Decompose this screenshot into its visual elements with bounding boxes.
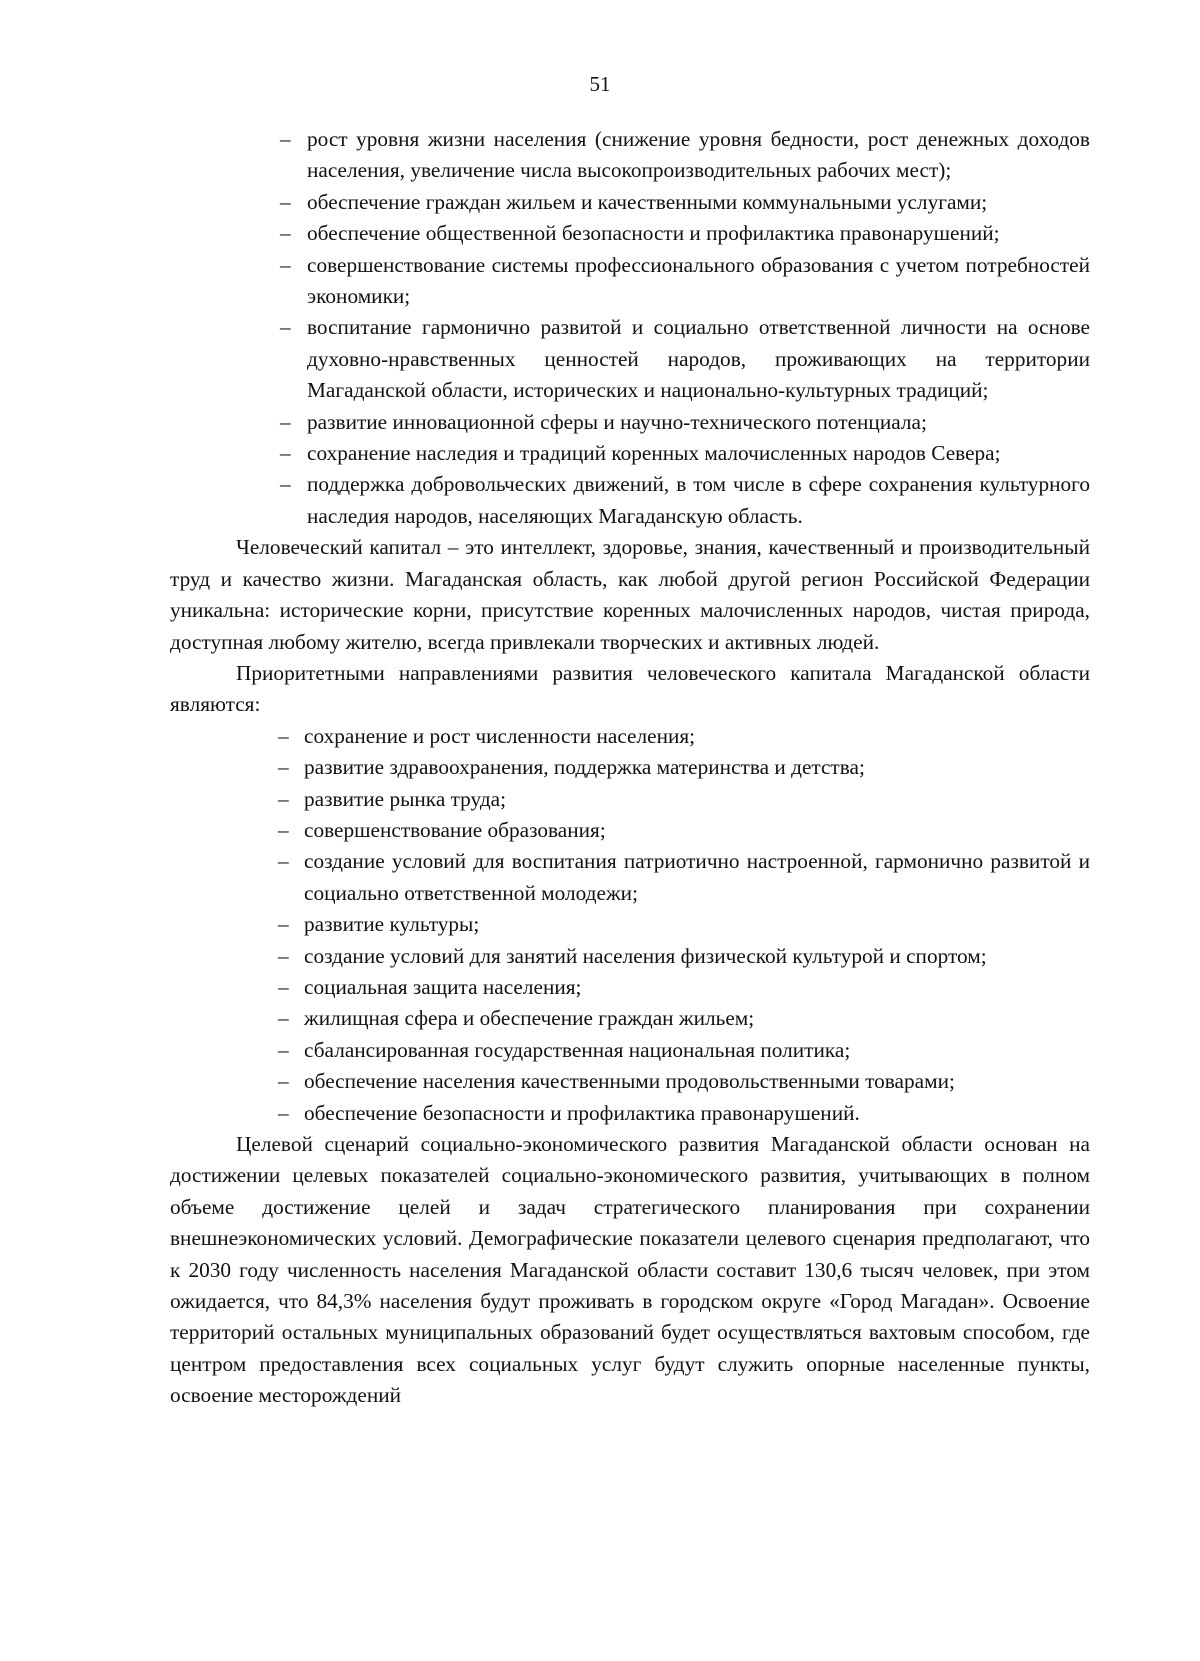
list-dash: – <box>280 189 291 214</box>
list-item-text: жилищная сфера и обеспечение граждан жильем; <box>304 1006 755 1031</box>
list-item-text: создание условий для воспитания патриотично настроенной, гармонично развитой и социально ответственной молодежи; <box>304 849 1090 905</box>
list-dash: – <box>280 409 291 434</box>
list-item-text: развитие здравоохранения, поддержка материнства и детства; <box>304 755 865 780</box>
list-item <box>170 312 1090 406</box>
list-item-text: развитие рынка труда; <box>304 786 507 811</box>
document-body <box>170 124 1090 1412</box>
list-item <box>170 438 1090 469</box>
list-item <box>170 784 1090 815</box>
list-dash: – <box>278 1069 289 1094</box>
list-item-text: обеспечение общественной безопасности и профилактика правонарушений; <box>307 221 1000 246</box>
list-item-text: совершенствование системы профессионального образования с учетом потребностей экономики; <box>307 252 1090 309</box>
list-item <box>170 1066 1090 1097</box>
list-item <box>170 407 1090 438</box>
list-item-text: совершенствование образования; <box>304 817 606 842</box>
list-item <box>170 218 1090 249</box>
list-item <box>170 1003 1090 1034</box>
list-item <box>170 250 1090 313</box>
priorities-list <box>170 721 1090 1129</box>
list-dash: – <box>278 1037 289 1062</box>
list-item <box>170 469 1090 532</box>
goals-list <box>170 124 1090 532</box>
list-dash: – <box>278 849 289 874</box>
list-dash: – <box>278 943 289 968</box>
list-dash: – <box>278 912 289 937</box>
list-item <box>170 972 1090 1003</box>
list-dash: – <box>280 221 291 246</box>
list-item <box>170 1035 1090 1066</box>
list-item-text: развитие инновационной сферы и научно-технического потенциала; <box>307 409 927 434</box>
list-item <box>170 909 1090 940</box>
list-item-text: обеспечение безопасности и профилактика правонарушений. <box>304 1100 860 1125</box>
list-item-text: рост уровня жизни населения (снижение уровня бедности, рост денежных доходов населения, увеличение числа высокопроизводительных рабочих мест); <box>307 127 1090 183</box>
list-item <box>170 815 1090 846</box>
list-dash: – <box>280 252 291 277</box>
list-dash: – <box>280 315 291 340</box>
list-item <box>170 1098 1090 1129</box>
list-item-text: сбалансированная государственная национальная политика; <box>304 1037 851 1062</box>
list-item <box>170 187 1090 218</box>
list-dash: – <box>280 127 291 151</box>
list-dash: – <box>278 786 289 811</box>
list-item-text: сохранение наследия и традиций коренных малочисленных народов Севера; <box>307 441 1001 466</box>
list-item <box>170 721 1090 752</box>
list-dash: – <box>278 723 289 748</box>
list-item <box>170 941 1090 972</box>
list-dash: – <box>278 817 289 842</box>
list-item-text: создание условий для занятий населения физической культурой и спортом; <box>304 943 987 968</box>
paragraph-priorities: Приоритетными направлениями развития человеческого капитала Магаданской области являются: <box>170 660 1090 717</box>
list-item <box>170 846 1090 909</box>
list-dash: – <box>278 1100 289 1125</box>
list-item-text: развитие культуры; <box>304 912 480 937</box>
page-number: 51 <box>589 72 611 96</box>
paragraph-target-scenario: Целевой сценарий социально-экономического развития Магаданской области основан на достижении целевых показателей социально-экономического развития, учитывающих в полном объеме достижение целей и задач стратегического планирования при сохранении внешнеэкономических условий. Демографические показатели целевого сценария предполагают, что к 2030 году численность населения Магаданской области составит 130,6 тысяч человек, при этом ожидается, что 84,3% населения будут проживать в городском округе «Город Магадан». Освоение территорий остальных муниципальных образований будет осуществляться вахтовым способом, где центром предоставления всех социальных услуг будут служить опорные населенные пункты, освоение месторождений <box>170 1132 1090 1408</box>
list-item-text: поддержка добровольческих движений, в том числе в сфере сохранения культурного наследия народов, населяющих Магаданскую область. <box>307 472 1090 528</box>
list-item-text: воспитание гармонично развитой и социально ответственной личности на основе духовно-нравственных ценностей народов, проживающих на территории Магаданской области, исторических и национально-культурных традиций; <box>307 315 1090 403</box>
list-dash: – <box>278 755 289 780</box>
list-dash: – <box>280 441 291 466</box>
list-item <box>170 124 1090 187</box>
list-dash: – <box>280 472 291 497</box>
list-item <box>170 752 1090 783</box>
list-item-text: обеспечение граждан жильем и качественными коммунальными услугами; <box>307 189 988 214</box>
list-item-text: сохранение и рост численности населения; <box>304 723 696 748</box>
list-dash: – <box>278 974 289 999</box>
list-dash: – <box>278 1006 289 1031</box>
paragraph-human-capital: Человеческий капитал – это интеллект, здоровье, знания, качественный и производительный труд и качество жизни. Магаданская область, как любой другой регион Российской Федерации уникальна: исторические корни, присутствие коренных малочисленных народов, чистая природа, доступная любому жителю, всегда привлекали творческих и активных людей. <box>170 535 1090 654</box>
list-item-text: обеспечение населения качественными продовольственными товарами; <box>304 1069 955 1094</box>
list-item-text: социальная защита населения; <box>304 974 582 999</box>
